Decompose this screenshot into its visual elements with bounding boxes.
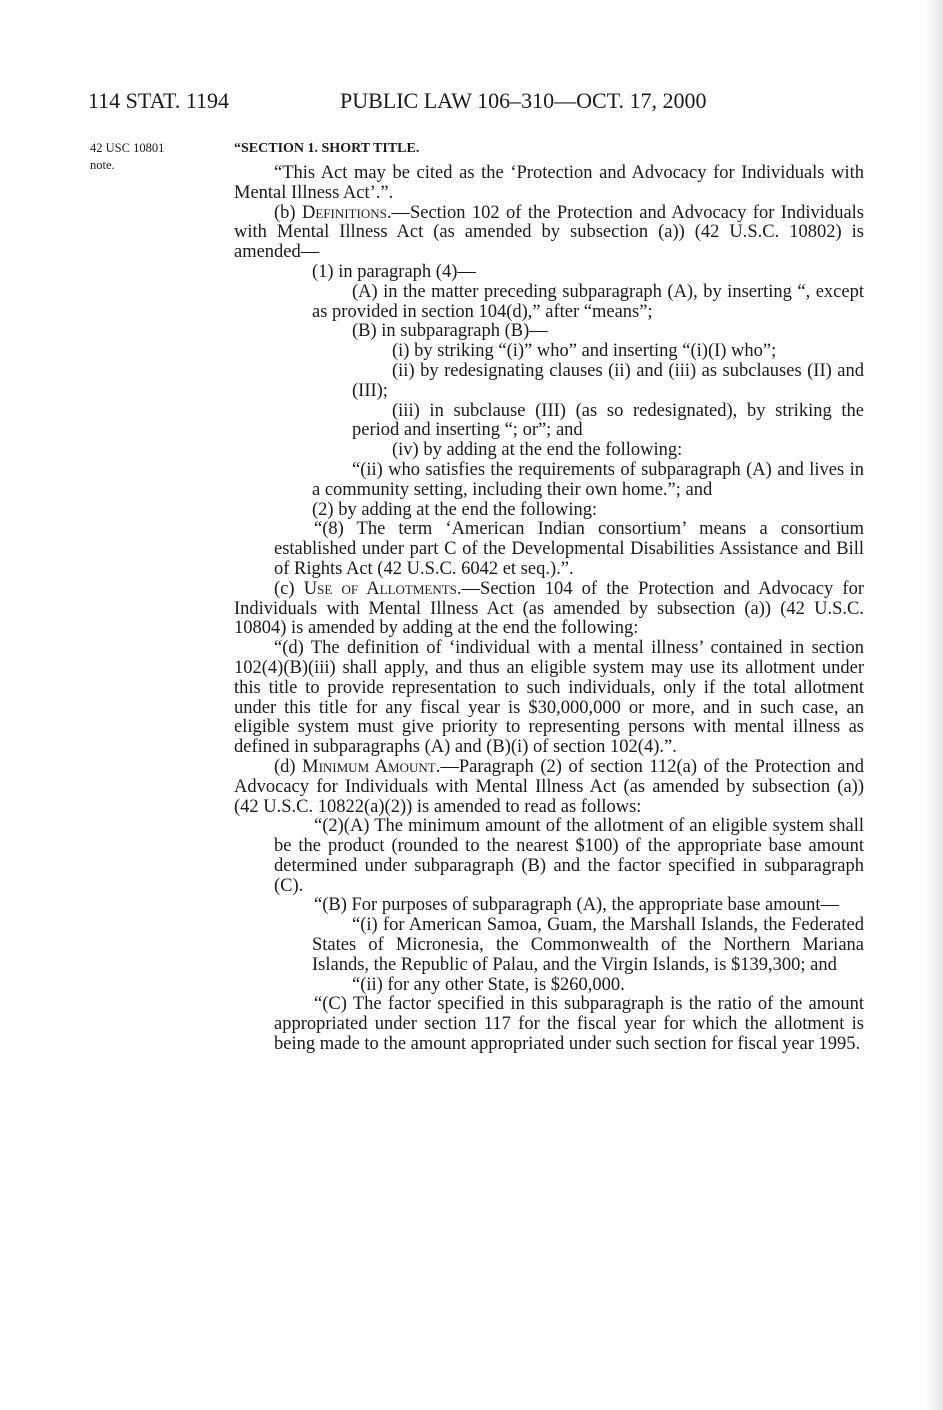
section-heading: “SECTION 1. SHORT TITLE. [234, 141, 420, 156]
quoted-2A: “(2)(A) The minimum amount of the allotment of an eligible system shall be the product (rounded to the nearest $100) of the appropriate base amount determined under subparagraph (B) and the factor specified in subparagraph (C). [274, 816, 864, 896]
clause-iii: (iii) in subclause (III) (as so redesignated), by striking the period and inserting “; or”; and [352, 400, 864, 441]
subsection-c-label: (c) [274, 578, 304, 599]
quoted-subsection-d: “(d) The definition of ‘individual with a mental illness’ contained in section 102(4)(B)(iii) shall apply, and thus an eligible system may use its allotment under this title to provide representation to such individuals, only if the total allotment under this title for any fiscal year is $30,000,000 or more, and in such case, an eligible system must give priority to representing persons with mental illness as defined in subparagraphs (A) and (B)(i) of section 102(4).”. [234, 638, 864, 758]
quoted-C: “(C) The factor specified in this subparagraph is the ratio of the amount appropriated under section 117 for the fiscal year for which the allotment is being made to the amount appropriated under such section for fiscal year 1995. [274, 994, 864, 1055]
subsection-d [234, 758, 864, 817]
clause-i: (i) by striking “(i)” who” and inserting “(i)(I) who”; [392, 341, 777, 362]
quoted-paragraph-8: “(8) The term ‘American Indian consortium’ means a consortium established under part C of the Developmental Disabilities Assistance and Bill of Rights Act (42 U.S.C. 6042 et seq.).”. [274, 519, 864, 579]
page-header [88, 88, 943, 122]
document-body [234, 140, 864, 1055]
margin-note [90, 140, 230, 174]
subparagraph-B: (B) in subparagraph (B)— [352, 321, 548, 342]
subsection-b [234, 204, 864, 263]
short-title-text: “This Act may be cited as the ‘Protection and Advocacy for Individuals with Mental Illness Act’.”. [234, 163, 864, 203]
running-title: PUBLIC LAW 106–310—OCT. 17, 2000 [340, 88, 707, 113]
subsection-d-label: (d) [274, 756, 303, 777]
subsection-d-heading: Minimum Amount [302, 756, 436, 777]
subsection-b-text: .—Section 102 of the Protection and Advocacy for Individuals with Mental Illness Act (as amended by subsection (a)) (42 U.S.C. 10802) is amended— [234, 202, 864, 263]
subparagraph-A: (A) in the matter preceding subparagraph (A), by inserting “, except as provided in section 104(d),” after “means”; [312, 281, 864, 322]
clause-ii: (ii) by redesignating clauses (ii) and (iii) as subclauses (II) and (III); [352, 360, 864, 401]
statute-page-number: 114 STAT. 1194 [88, 88, 230, 113]
subsection-d-text: .—Paragraph (2) of section 112(a) of the Protection and Advocacy for Individuals with Mental Illness Act (as amended by subsection (a)) (42 U.S.C. 10822(a)(2)) is amended to read as follows: [234, 756, 864, 817]
quoted-clause-ii: “(ii) who satisfies the requirements of subparagraph (A) and lives in a community setting, including their own home.”; and [312, 459, 864, 500]
quoted-B-ii: “(ii) for any other State, is $260,000. [352, 974, 625, 995]
paragraph-1: (1) in paragraph (4)— [312, 261, 476, 282]
clause-iv: (iv) by adding at the end the following: [392, 440, 683, 461]
subsection-c-heading: Use of Allotments [303, 578, 457, 599]
subsection-c-text: .—Section 104 of the Protection and Advocacy for Individuals with Mental Illness Act (as amended by subsection (a)) (42 U.S.C. 10804) is amended by adding at the end the following: [234, 578, 864, 639]
paragraph-2: (2) by adding at the end the following: [312, 499, 598, 520]
margin-note-label: note. [90, 158, 115, 172]
subsection-b-heading: Definitions [301, 202, 387, 223]
page-edge-shadow [925, 0, 943, 1410]
subsection-c [234, 580, 864, 639]
subsection-b-label: (b) [274, 202, 302, 223]
quoted-B-i: “(i) for American Samoa, Guam, the Marshall Islands, the Federated States of Micronesia, the Commonwealth of the Northern Mariana Islands, the Republic of Palau, and the Virgin Islands, is $139,300; and [312, 915, 864, 975]
margin-note-citation: 42 USC 10801 [90, 141, 165, 155]
quoted-B: “(B) For purposes of subparagraph (A), the appropriate base amount— [314, 895, 840, 916]
